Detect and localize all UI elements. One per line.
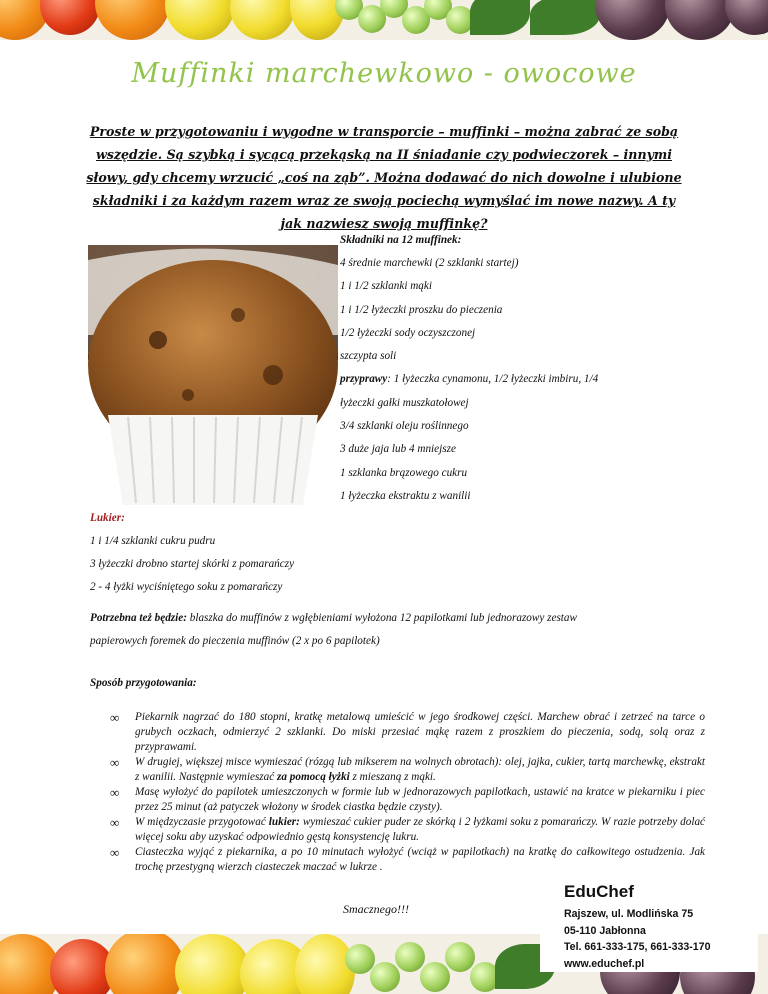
- postal-line: 05-110 Jabłonna: [564, 924, 646, 937]
- ingredient-item: 1 szklanka brązowego cukru: [340, 466, 468, 479]
- address-line: Rajszew, ul. Modlińska 75: [564, 908, 694, 920]
- ingredient-item: 4 średnie marchewki (2 szklanki startej): [340, 257, 519, 269]
- closing-text: Smacznego!!!: [343, 902, 409, 916]
- footer-contact: [540, 872, 758, 972]
- intro-paragraph: Proste w przygotowaniu i wygodne w transporcie – muffinki – można zabrać ze sobą wszędzie. Są szybką i sycącą przekąską na II śniadanie czy podwieczorek – innymi słowy, gdy chcemy wrzucić „coś na ząb”. Można dodawać do nich dowolne i ulubione składniki i za każdym razem wraz ze swoją pociechą wymyślać im nowe nazwy. A ty jak nazwiesz swoją muffinkę?: [86, 124, 682, 231]
- ingredient-spices-cont: łyżeczki gałki muszkatołowej: [340, 396, 469, 409]
- ingredient-spices: [340, 373, 700, 386]
- step-text: z mieszaną z mąki.: [349, 771, 436, 783]
- method-step: [90, 845, 705, 875]
- method-step: [90, 755, 705, 785]
- infinity-bullet-icon: ∞: [110, 710, 120, 725]
- step-text: Piekarnik nagrzać do 180 stopni, kratkę metalową umieścić w jego środkowej części. Marchew obrać i zetrzeć na tarce o grubych oczkach, odmierzyć 2 szklanki. Do miski przesiać mąkę razem z proszkiem do pieczenia, sodą, solą oraz z przyprawami.: [135, 711, 705, 753]
- phone-line: Tel. 661-333-175, 661-333-170: [564, 941, 711, 953]
- icing-section: [90, 512, 690, 604]
- icing-item: 2 - 4 łyżki wyciśniętego soku z pomarańczy: [90, 581, 283, 593]
- spices-text: : 1 łyżeczka cynamonu, 1/2 łyżeczki imbiru, 1/4: [387, 373, 599, 386]
- ingredient-item: 1 i 1/2 łyżeczki proszku do pieczenia: [340, 303, 503, 316]
- step-text: Ciasteczka wyjąć z piekarnika, a po 10 minutach wyłożyć (wciąż w papilotkach) na kratkę do całkowitego ostudzenia. Jak trochę przestygną wierzch ciasteczek maczać w lukrze .: [135, 846, 705, 873]
- method-step: [90, 785, 705, 815]
- step-text: W międzyczasie przygotować: [135, 816, 269, 828]
- ingredient-item: szczypta soli: [340, 350, 397, 363]
- icing-item: 3 łyżeczki drobno startej skórki z pomarańczy: [90, 558, 295, 570]
- muffin-photo: [88, 245, 338, 505]
- equipment-text: blaszka do muffinów z wgłębieniami wyłożona 12 papilotkami lub jednorazowy zestaw: [186, 612, 577, 624]
- equipment-section: [90, 612, 690, 658]
- top-fruit-banner: [0, 0, 768, 40]
- method-section-heading: [90, 677, 197, 689]
- brand-name: EduChef: [564, 882, 634, 901]
- ingredient-item: 3 duże jaja lub 4 mniejsze: [340, 443, 456, 456]
- step-text: wymieszać cukier puder ze skórką i 2 łyżkami soku z pomarańczy. W razie potrzeby dolać więcej soku aby uzyskać odpowiednio gęstą konsystencję lukru.: [135, 816, 706, 843]
- ingredient-item: 1/2 łyżeczki sody oczyszczonej: [340, 326, 476, 339]
- infinity-bullet-icon: ∞: [110, 845, 120, 860]
- spices-label: przyprawy: [340, 373, 388, 386]
- ingredient-item: 1 łyżeczka ekstraktu z wanilii: [340, 489, 471, 502]
- ingredient-item: 3/4 szklanki oleju roślinnego: [340, 420, 469, 433]
- infinity-bullet-icon: ∞: [110, 785, 120, 800]
- step-text: Masę wyłożyć do papilotek umieszczonych w formie lub w jednorazowych papilotkach, ustawić na kratce w piekarniku i piec przez 25 minut (aż patyczek włożony w środek ciastka będzie czysty).: [135, 786, 705, 813]
- method-heading: Sposób przygotowania:: [90, 677, 197, 689]
- method-step: [90, 815, 705, 845]
- equipment-line-2: papierowych foremek do pieczenia muffinów (2 x po 6 papilotek): [90, 635, 380, 647]
- step-emphasis: za pomocą łyżki: [277, 771, 350, 783]
- icing-item: 1 i 1/4 szklanki cukru pudru: [90, 535, 216, 547]
- website-link[interactable]: www.educhef.pl: [564, 957, 645, 970]
- equipment-line: [90, 612, 690, 625]
- ingredients-list: [340, 234, 700, 513]
- infinity-bullet-icon: ∞: [110, 815, 120, 830]
- step-text: W drugiej, większej misce wymieszać (rózgą lub mikserem na wolnych obrotach): olej, jajka, cukier, tartą marchewkę, ekstrakt z wanilii. Następnie wymieszać: [135, 756, 705, 783]
- ingredients-heading: Składniki na 12 muffinek:: [340, 234, 462, 246]
- method-step: [90, 710, 705, 755]
- infinity-bullet-icon: ∞: [110, 755, 120, 770]
- method-steps: [90, 710, 705, 875]
- ingredient-item: 1 i 1/2 szklanki mąki: [340, 280, 432, 293]
- equipment-label: Potrzebna też będzie:: [90, 612, 187, 624]
- step-emphasis: lukier:: [268, 816, 300, 828]
- icing-heading: Lukier:: [90, 512, 125, 524]
- recipe-title: Muffinki marchewkowo - owocowe: [131, 58, 637, 89]
